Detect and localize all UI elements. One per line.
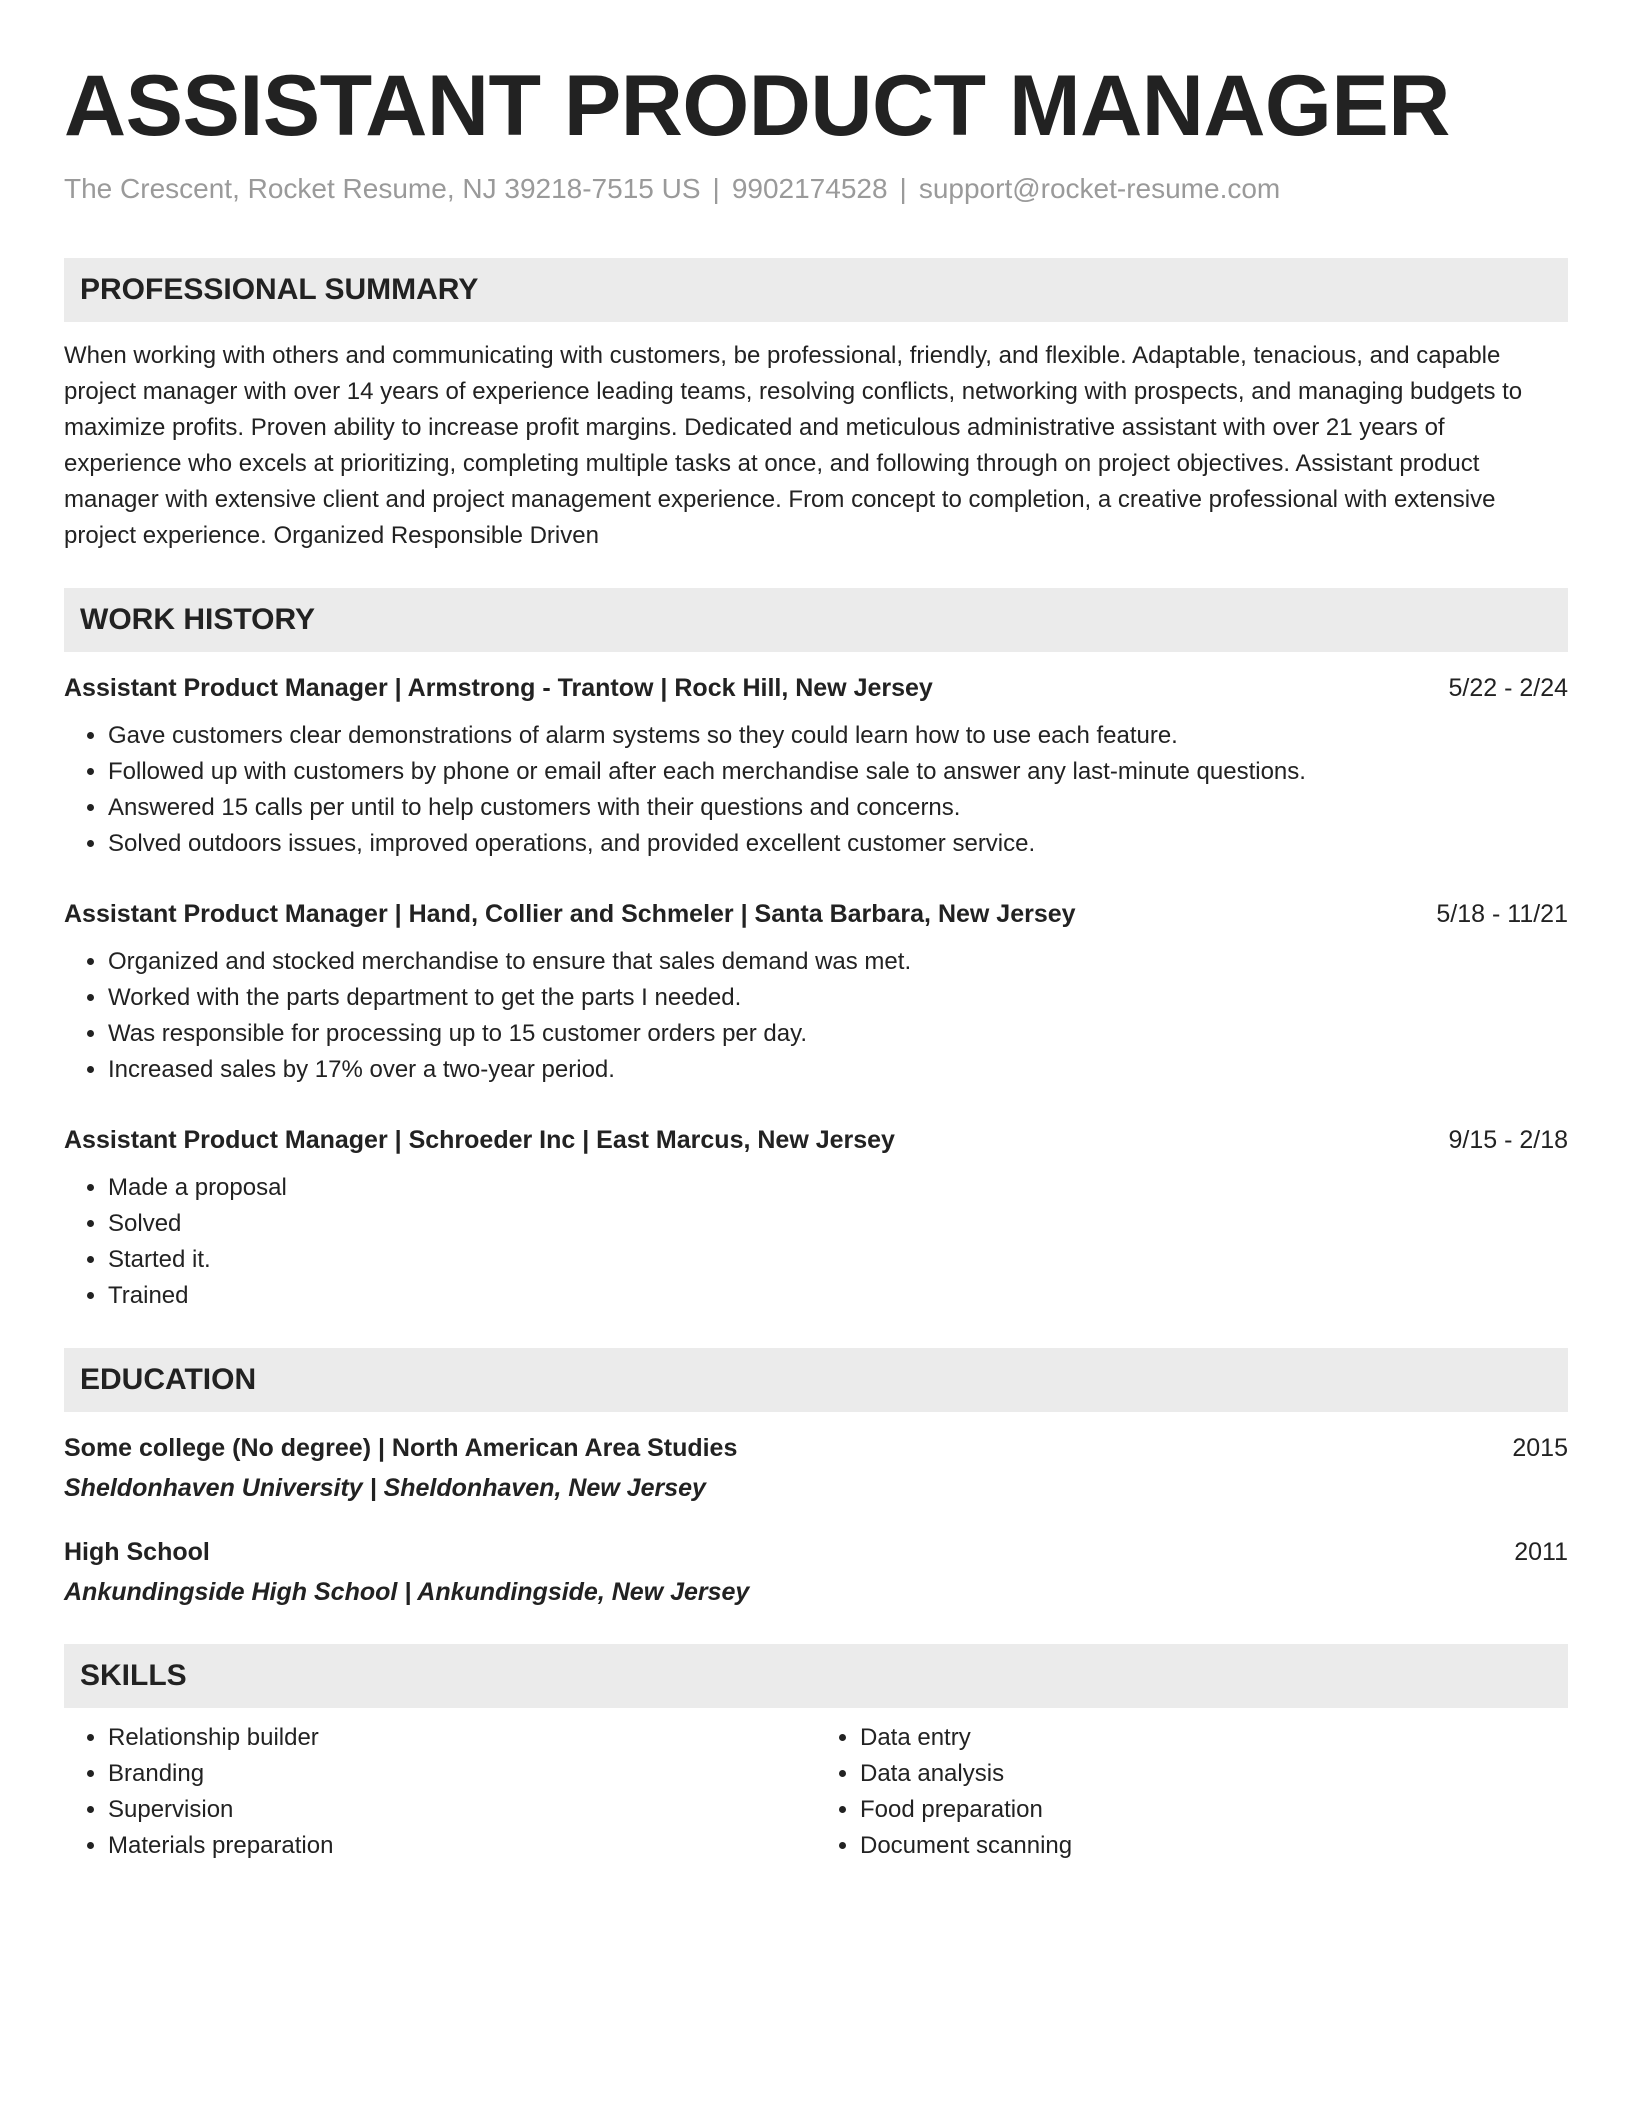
section-header-summary: PROFESSIONAL SUMMARY [64, 258, 1568, 322]
skills-column-right [816, 1720, 1568, 1864]
job-header [64, 896, 1568, 932]
contact-address: The Crescent, Rocket Resume, NJ 39218-7515 US [64, 173, 701, 204]
summary-text: When working with others and communicating with customers, be professional, friendly, and flexible. Adaptable, tenacious, and capable project manager with over 14 years of experience leading teams, resolving conflicts, networking with prospects, and managing budgets to maximize profits. Proven ability to increase profit margins. Dedicated and meticulous administrative assistant with over 21 years of experience who excels at prioritizing, completing multiple tasks at once, and following through on project objectives. Assistant product manager with extensive client and project management experience. From concept to completion, a creative professional with extensive project experience. Organized Responsible Driven [64, 342, 1523, 549]
education-school: Ankundingside High School | Ankundingside, New Jersey [64, 1578, 750, 1606]
job-bullet: • Worked with the parts department to get the parts I needed. [108, 980, 1568, 1016]
job-bullet: • Made a proposal [108, 1170, 1568, 1206]
education-entry [64, 1430, 1568, 1506]
job-bullet: • Organized and stocked merchandise to ensure that sales demand was met. [108, 944, 1568, 980]
job-bullets [64, 944, 1568, 1088]
skills-list [64, 1720, 1568, 1864]
job-entry [64, 896, 1568, 1088]
job-title: Assistant Product Manager | Armstrong - Trantow | Rock Hill, New Jersey [64, 674, 933, 702]
job-bullet: • Followed up with customers by phone or email after each merchandise sale to answer any last-minute questions. [108, 754, 1568, 790]
job-date: 5/22 - 2/24 [1448, 674, 1568, 702]
contact-separator: | [712, 173, 720, 204]
education-year: 2015 [1512, 1434, 1568, 1462]
job-bullets [64, 718, 1568, 862]
job-header [64, 1122, 1568, 1158]
education-header [64, 1430, 1568, 1466]
education-header [64, 1534, 1568, 1570]
education-year: 2011 [1514, 1538, 1568, 1566]
job-entry [64, 670, 1568, 862]
job-bullets [64, 1170, 1568, 1314]
education-degree: High School [64, 1538, 210, 1566]
education-degree: Some college (No degree) | North American Area Studies [64, 1434, 738, 1462]
job-bullet: • Solved [108, 1206, 1568, 1242]
skill-item: • Materials preparation [108, 1828, 816, 1864]
job-bullet: • Started it. [108, 1242, 1568, 1278]
education-entry [64, 1534, 1568, 1610]
job-bullet: • Answered 15 calls per until to help customers with their questions and concerns. [108, 790, 1568, 826]
job-title: Assistant Product Manager | Hand, Collier and Schmeler | Santa Barbara, New Jersey [64, 900, 1076, 928]
job-bullet: • Was responsible for processing up to 15 customer orders per day. [108, 1016, 1568, 1052]
education-school: Sheldonhaven University | Sheldonhaven, New Jersey [64, 1474, 706, 1502]
job-title: Assistant Product Manager | Schroeder Inc | East Marcus, New Jersey [64, 1126, 895, 1154]
job-date: 9/15 - 2/18 [1448, 1126, 1568, 1154]
skill-item: • Relationship builder [108, 1720, 816, 1756]
contact-email: support@rocket-resume.com [918, 173, 1281, 204]
skill-item: • Document scanning [860, 1828, 1568, 1864]
skill-item: • Food preparation [860, 1792, 1568, 1828]
contact-separator: | [899, 173, 907, 204]
section-header-education: EDUCATION [64, 1348, 1568, 1412]
skill-item: • Data entry [860, 1720, 1568, 1756]
skill-item: • Supervision [108, 1792, 816, 1828]
job-header [64, 670, 1568, 706]
resume-name: ASSISTANT PRODUCT MANAGER [64, 58, 1450, 154]
skill-item: • Branding [108, 1756, 816, 1792]
job-date: 5/18 - 11/21 [1436, 900, 1568, 928]
job-bullet: • Solved outdoors issues, improved operations, and provided excellent customer service. [108, 826, 1568, 862]
contact-phone: 9902174528 [731, 173, 888, 204]
skill-item: • Data analysis [860, 1756, 1568, 1792]
section-header-skills: SKILLS [64, 1644, 1568, 1708]
section-header-work-history: WORK HISTORY [64, 588, 1568, 652]
skills-column-left [64, 1720, 816, 1864]
job-entry [64, 1122, 1568, 1314]
job-bullet: • Gave customers clear demonstrations of alarm systems so they could learn how to use each feature. [108, 718, 1568, 754]
job-bullet: • Trained [108, 1278, 1568, 1314]
contact-line [64, 172, 1568, 206]
job-bullet: • Increased sales by 17% over a two-year period. [108, 1052, 1568, 1088]
